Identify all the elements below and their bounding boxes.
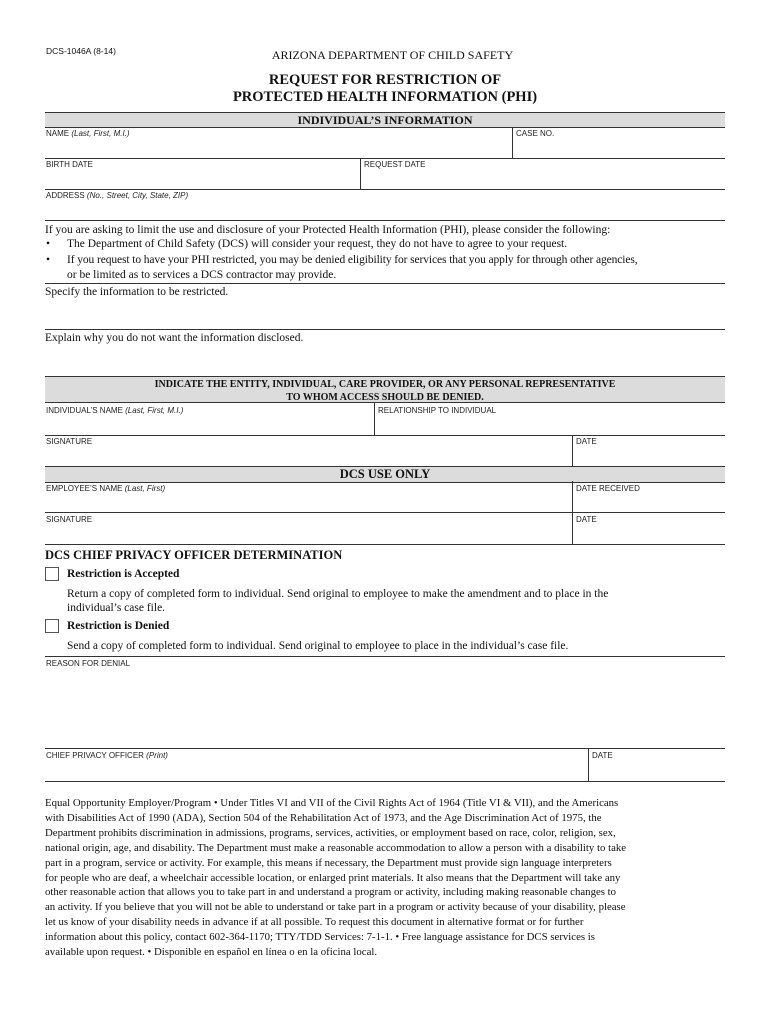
instructions-intro: If you are asking to limit the use and disclosure of your Protected Health Information (PHI), please consider the following: [45, 224, 611, 236]
accepted-text-line2: individual’s case file. [67, 602, 166, 614]
relationship-label: RELATIONSHIP TO INDIVIDUAL [378, 406, 497, 415]
determination-header: DCS CHIEF PRIVACY OFFICER DETERMINATION [45, 548, 343, 562]
officer-date-label: DATE [592, 751, 613, 760]
dcs-signature-label: SIGNATURE [46, 515, 93, 524]
instructions-bullet1: The Department of Child Safety (DCS) will consider your request, they do not have to agree to your request. [67, 238, 568, 250]
footer-line: information about this policy, contact 602-364-1170; TTY/TDD Services: 7-1-1. • Free language assistance for DCS services is [45, 931, 595, 944]
entity-signature-label: SIGNATURE [46, 437, 93, 446]
relationship-field[interactable] [376, 416, 724, 434]
form-title-line2: PROTECTED HEALTH INFORMATION (PHI) [232, 89, 538, 105]
individual-info-header: INDIVIDUAL’S INFORMATION [45, 112, 725, 128]
denied-label: Restriction is Denied [67, 620, 170, 632]
entity-individual-name-field[interactable] [45, 416, 371, 434]
footer-line: let us know of your disability needs in advance if at all possible. To request this document in alternative format or for further [45, 916, 584, 929]
reason-for-denial-field[interactable] [45, 670, 724, 746]
explain-field[interactable] [45, 346, 724, 374]
chief-privacy-officer-label: CHIEF PRIVACY OFFICER (Print) [46, 751, 168, 760]
case-no-field[interactable] [514, 138, 724, 158]
employee-name-field[interactable] [45, 494, 569, 512]
dcs-use-only-header: DCS USE ONLY [45, 466, 725, 483]
entity-header-line2: TO WHOM ACCESS SHOULD BE DENIED. [286, 392, 484, 403]
employee-name-label: EMPLOYEE’S NAME (Last, First) [46, 484, 166, 493]
bullet-icon: • [46, 254, 51, 266]
date-received-field[interactable] [574, 494, 724, 512]
accepted-text-line1: Return a copy of completed form to individual. Send original to employee to make the amendment and to place in the [67, 588, 609, 600]
footer-line: for people who are deaf, a wheelchair accessible location, or enlarged print materials. It also means that the Department will take any [45, 871, 621, 884]
footer-line: Equal Opportunity Employer/Program • Under Titles VI and VII of the Civil Rights Act of 1964 (Title VI & VII), and the Americans [45, 797, 619, 809]
instructions-bullet2-line2: or be limited as to services a DCS contractor may provide. [67, 269, 337, 281]
entity-header-line1: INDICATE THE ENTITY, INDIVIDUAL, CARE PROVIDER, OR ANY PERSONAL REPRESENTATIVE [154, 379, 616, 390]
entity-signature-field[interactable] [45, 447, 569, 465]
officer-date-field[interactable] [590, 761, 724, 779]
footer-line: Department prohibits discrimination in admissions, programs, services, activities, or employment based on race, color, religion, sex, [45, 826, 616, 839]
footer-line: an activity. If you believe that you will not be able to understand or take part in a program or activity because of your disability, please [45, 901, 626, 914]
date-received-label: DATE RECEIVED [576, 484, 640, 493]
entity-date-label: DATE [576, 437, 597, 446]
address-label: ADDRESS (No., Street, City, State, ZIP) [46, 191, 189, 200]
entity-date-field[interactable] [574, 447, 724, 465]
birth-date-field[interactable] [45, 170, 357, 188]
specify-field[interactable] [45, 300, 724, 328]
footer-line: other reasonable action that allows you to take part in and understand a program or activity, including making reasonable changes to [45, 886, 617, 899]
form-title-line1: REQUEST FOR RESTRICTION OF [268, 72, 502, 88]
denied-text: Send a copy of completed form to individual. Send original to employee to place in the individual’s case file. [67, 640, 569, 652]
equal-opportunity-statement [45, 796, 725, 960]
denied-checkbox[interactable] [45, 619, 59, 633]
instructions-bullet2-line1: If you request to have your PHI restricted, you may be denied eligibility for services that you apply for through other agencies, [67, 254, 638, 266]
accepted-checkbox[interactable] [45, 567, 59, 581]
chief-privacy-officer-field[interactable] [45, 761, 585, 779]
footer-line: national origin, age, and disability. The Department must make a reasonable accommodation to allow a person with a disability to take [45, 841, 627, 854]
footer-line: with Disabilities Act of 1990 (ADA), Section 504 of the Rehabilitation Act of 1973, and the Age Discrimination Act of 1975, the [45, 811, 602, 824]
footer-line: part in a program, service or activity. For example, this means if necessary, the Department must provide sign language interpreters [45, 856, 612, 869]
dcs-date-field[interactable] [574, 525, 724, 543]
entity-individual-name-label: INDIVIDUAL’S NAME (Last, First, M.I.) [46, 406, 184, 415]
reason-for-denial-label: REASON FOR DENIAL [46, 659, 131, 668]
accepted-label: Restriction is Accepted [67, 568, 180, 580]
agency-name: ARIZONA DEPARTMENT OF CHILD SAFETY [271, 48, 514, 62]
name-field[interactable] [45, 138, 510, 158]
request-date-label: REQUEST DATE [364, 160, 426, 169]
dcs-date-label: DATE [576, 515, 597, 524]
bullet-icon: • [46, 238, 51, 250]
entity-header [45, 376, 725, 403]
form-code: DCS-1046A (8-14) [46, 46, 116, 56]
name-label: NAME (Last, First, M.I.) [46, 129, 130, 138]
dcs-signature-field[interactable] [45, 525, 569, 543]
specify-label: Specify the information to be restricted. [45, 286, 229, 298]
address-field[interactable] [45, 201, 724, 219]
request-date-field[interactable] [362, 170, 724, 188]
case-no-label: CASE NO. [516, 129, 555, 138]
birth-date-label: BIRTH DATE [46, 160, 93, 169]
explain-label: Explain why you do not want the information disclosed. [45, 332, 304, 344]
footer-line: available upon request. • Disponible en español en línea o en la oficina local. [45, 946, 378, 959]
